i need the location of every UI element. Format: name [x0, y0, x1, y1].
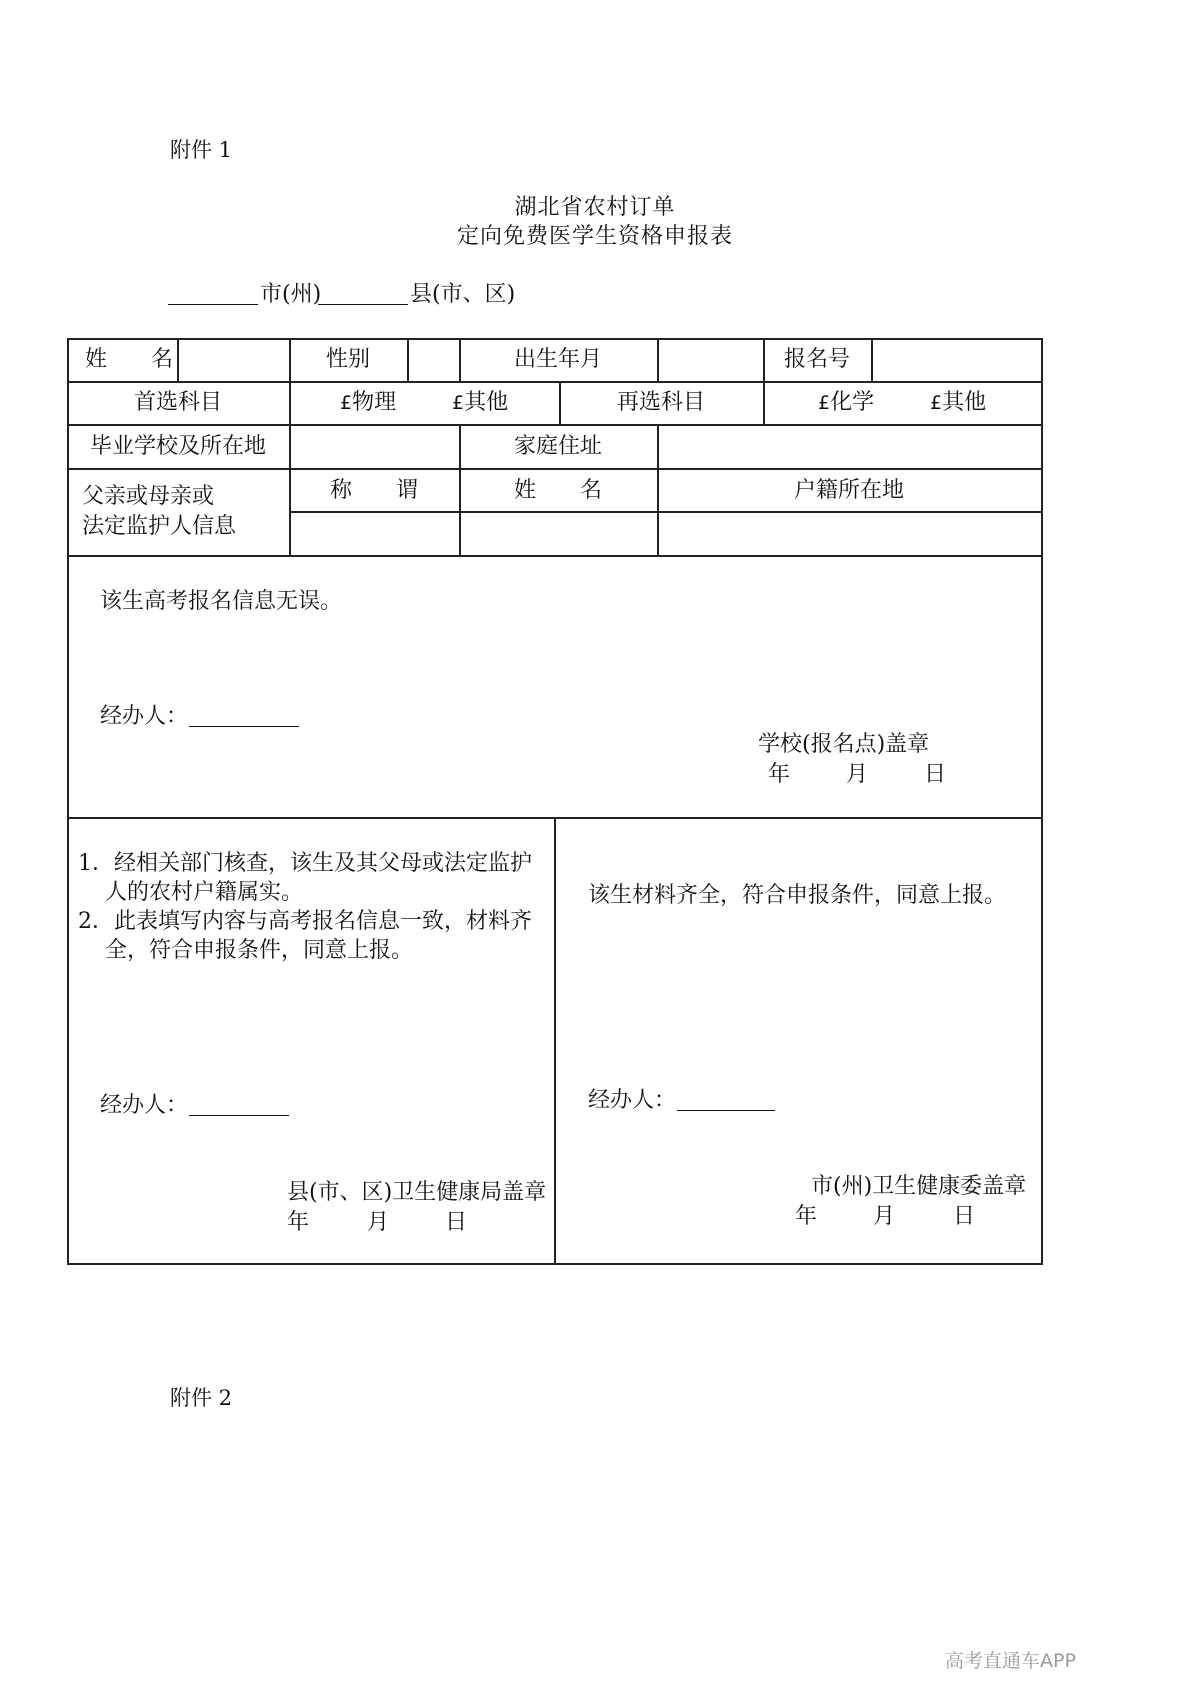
relation-label: 称 谓 [329, 478, 418, 503]
home-address-label: 家庭住址 [513, 434, 602, 459]
guardian-label-line-2: 法定监护人信息 [82, 514, 237, 539]
month-label: 月 [873, 1204, 896, 1229]
home-address-field[interactable] [659, 426, 1040, 467]
name-label: 姓 名 [85, 347, 174, 372]
chemistry-option[interactable] [818, 390, 874, 416]
second-subject-label: 再选科目 [616, 390, 705, 415]
chemistry-label: 化学 [830, 390, 875, 415]
hukou-label: 户籍所在地 [793, 478, 904, 503]
checkbox-icon: £ [452, 392, 465, 414]
day-label: 日 [924, 762, 947, 787]
other-label-1: 其他 [464, 390, 509, 415]
city-handler-blank[interactable] [677, 1110, 775, 1111]
hukou-field[interactable] [659, 513, 1040, 554]
watermark: 高考直通车APP [945, 1650, 1076, 1672]
county-blank[interactable] [318, 304, 408, 305]
first-subject-label: 首选科目 [133, 390, 222, 415]
other-option-1[interactable] [452, 390, 508, 416]
county-item-1-line-2: 人的农村户籍属实。 [105, 880, 304, 905]
attachment-1-label: 附件 1 [170, 138, 233, 162]
guardian-name-field[interactable] [461, 513, 656, 554]
school-handler-label: 经办人： [100, 704, 189, 729]
school-date [768, 762, 946, 788]
city-blank[interactable] [168, 304, 258, 305]
county-item-2-line-2: 全，符合申报条件，同意上报。 [105, 938, 414, 963]
county-stamp-label: 县(市、区)卫生健康局盖章 [287, 1180, 547, 1205]
gender-label: 性别 [325, 347, 370, 372]
city-label: 市(州) [260, 282, 322, 307]
birth-date-field[interactable] [659, 340, 762, 380]
form-title-line-2: 定向免费医学生资格申报表 [456, 224, 733, 249]
city-statement: 该生材料齐全，符合申报条件，同意上报。 [588, 883, 1007, 908]
county-handler-label: 经办人： [100, 1093, 189, 1118]
county-item-2-line-1: 2．此表填写内容与高考报名信息一致，材料齐 [78, 909, 532, 934]
city-stamp-label: 市(州)卫生健康委盖章 [811, 1174, 1027, 1199]
school-label: 毕业学校及所在地 [89, 434, 266, 459]
school-field[interactable] [291, 426, 458, 467]
physics-label: 物理 [352, 390, 397, 415]
gender-field[interactable] [409, 340, 458, 380]
checkbox-icon: £ [818, 392, 831, 414]
day-label: 日 [445, 1210, 468, 1235]
checkbox-icon: £ [340, 392, 353, 414]
year-label: 年 [768, 762, 791, 787]
registration-number-field[interactable] [873, 340, 1040, 380]
city-handler-label: 经办人： [588, 1088, 677, 1113]
other-label-2: 其他 [942, 390, 987, 415]
year-label: 年 [795, 1204, 818, 1229]
name-field[interactable] [179, 340, 288, 380]
school-stamp-label: 学校(报名点)盖章 [758, 732, 930, 757]
school-handler-blank[interactable] [189, 726, 299, 727]
checkbox-icon: £ [930, 392, 943, 414]
school-statement: 该生高考报名信息无误。 [100, 589, 343, 614]
guardian-name-label: 姓 名 [513, 478, 602, 503]
county-item-1-line-1: 1．经相关部门核查，该生及其父母或法定监护 [78, 851, 532, 876]
day-label: 日 [953, 1204, 976, 1229]
birth-date-label: 出生年月 [513, 347, 602, 372]
registration-number-label: 报名号 [783, 347, 850, 372]
year-label: 年 [287, 1210, 310, 1235]
other-option-2[interactable] [930, 390, 986, 416]
month-label: 月 [367, 1210, 390, 1235]
form-title-line-1: 湖北省农村订单 [514, 195, 676, 220]
guardian-label-line-1: 父亲或母亲或 [82, 484, 215, 509]
city-date [795, 1204, 975, 1230]
attachment-2-label: 附件 2 [170, 1386, 233, 1410]
county-date [287, 1210, 467, 1236]
county-label: 县(市、区) [410, 282, 516, 307]
county-handler-blank[interactable] [189, 1115, 289, 1116]
month-label: 月 [846, 762, 869, 787]
physics-option[interactable] [340, 390, 396, 416]
relation-field[interactable] [291, 513, 458, 554]
